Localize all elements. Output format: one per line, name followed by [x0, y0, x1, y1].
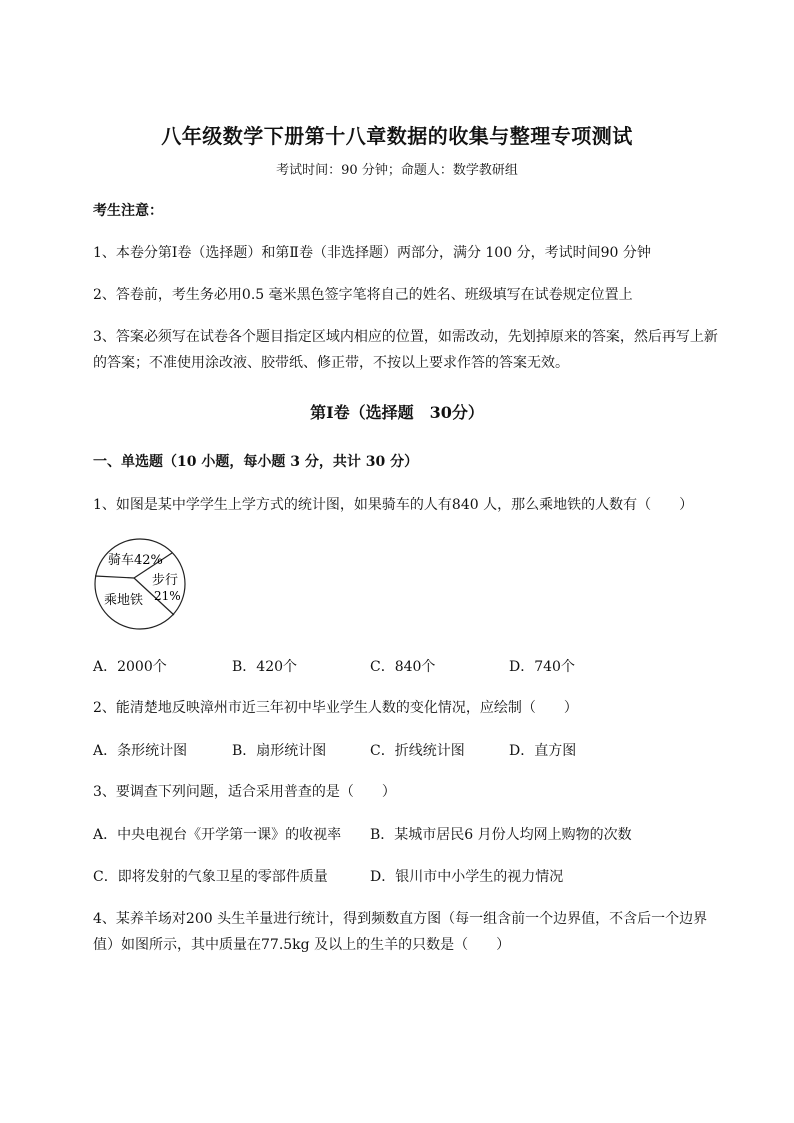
question-3-stem: 3、要调查下列问题，适合采用普查的是（ ）: [93, 784, 396, 800]
question-2-option-b: B．扇形统计图: [232, 743, 327, 759]
question-3-option-b: B．某城市居民6 月份人均网上购物的次数: [370, 827, 632, 843]
question-3-option-d: D．银川市中小学生的视力情况: [370, 869, 564, 885]
notice-item-3-cont: 的答案；不准使用涂改液、胶带纸、修正带，不按以上要求作答的答案无效。: [93, 355, 569, 371]
pie-label-cycle: 骑车42%: [108, 553, 163, 568]
notice-heading: 考生注意：: [93, 203, 163, 219]
question-1-option-d: D．740个: [509, 659, 575, 675]
pie-label-walk: 步行: [152, 573, 179, 588]
notice-item-2: 2、答卷前，考生务必用0.5 毫米黑色签字笔将自己的姓名、班级填写在试卷规定位置上: [93, 287, 633, 303]
part-heading: 一、单选题（10 小题，每小题 3 分，共计 30 分）: [93, 454, 419, 470]
question-2-option-c: C．折线统计图: [370, 743, 465, 759]
question-2-option-d: D．直方图: [509, 743, 577, 759]
commute-pie-chart: [92, 536, 188, 632]
page-title: 八年级数学下册第十八章数据的收集与整理专项测试: [161, 124, 633, 148]
exam-info: 考试时间：90 分钟；命题人：数学教研组: [276, 163, 518, 178]
notice-item-3: 3、答案必须写在试卷各个题目指定区域内相应的位置，如需改动，先划掉原来的答案，然后再写上新: [93, 329, 718, 345]
pie-label-subway: 乘地铁: [104, 593, 144, 608]
question-4-stem-line-1: 4、某养羊场对200 头生羊量进行统计，得到频数直方图（每一组含前一个边界值，不含后一个边界: [93, 911, 708, 927]
question-1-option-b: B．420个: [232, 659, 298, 675]
question-4-stem-line-2: 值）如图所示，其中质量在77.5kg 及以上的生羊的只数是（ ）: [93, 937, 511, 953]
question-3-option-c: C．即将发射的气象卫星的零部件质量: [93, 869, 328, 885]
question-3-option-a: A．中央电视台《开学第一课》的收视率: [93, 827, 342, 843]
question-2-option-a: A．条形统计图: [93, 743, 188, 759]
notice-item-1: 1、本卷分第Ⅰ卷（选择题）和第Ⅱ卷（非选择题）两部分，满分 100 分，考试时间90 分钟: [93, 245, 651, 261]
pie-label-walk-percent: 21%: [154, 589, 181, 603]
question-2-stem: 2、能清楚地反映漳州市近三年初中毕业学生人数的变化情况，应绘制（ ）: [93, 700, 578, 716]
section-title: 第Ⅰ卷（选择题 30分）: [310, 403, 484, 422]
question-1-option-c: C．840个: [370, 659, 436, 675]
question-1-stem: 1、如图是某中学学生上学方式的统计图，如果骑车的人有840 人，那么乘地铁的人数有（ ）: [93, 497, 694, 513]
question-1-option-a: A．2000个: [93, 659, 167, 675]
